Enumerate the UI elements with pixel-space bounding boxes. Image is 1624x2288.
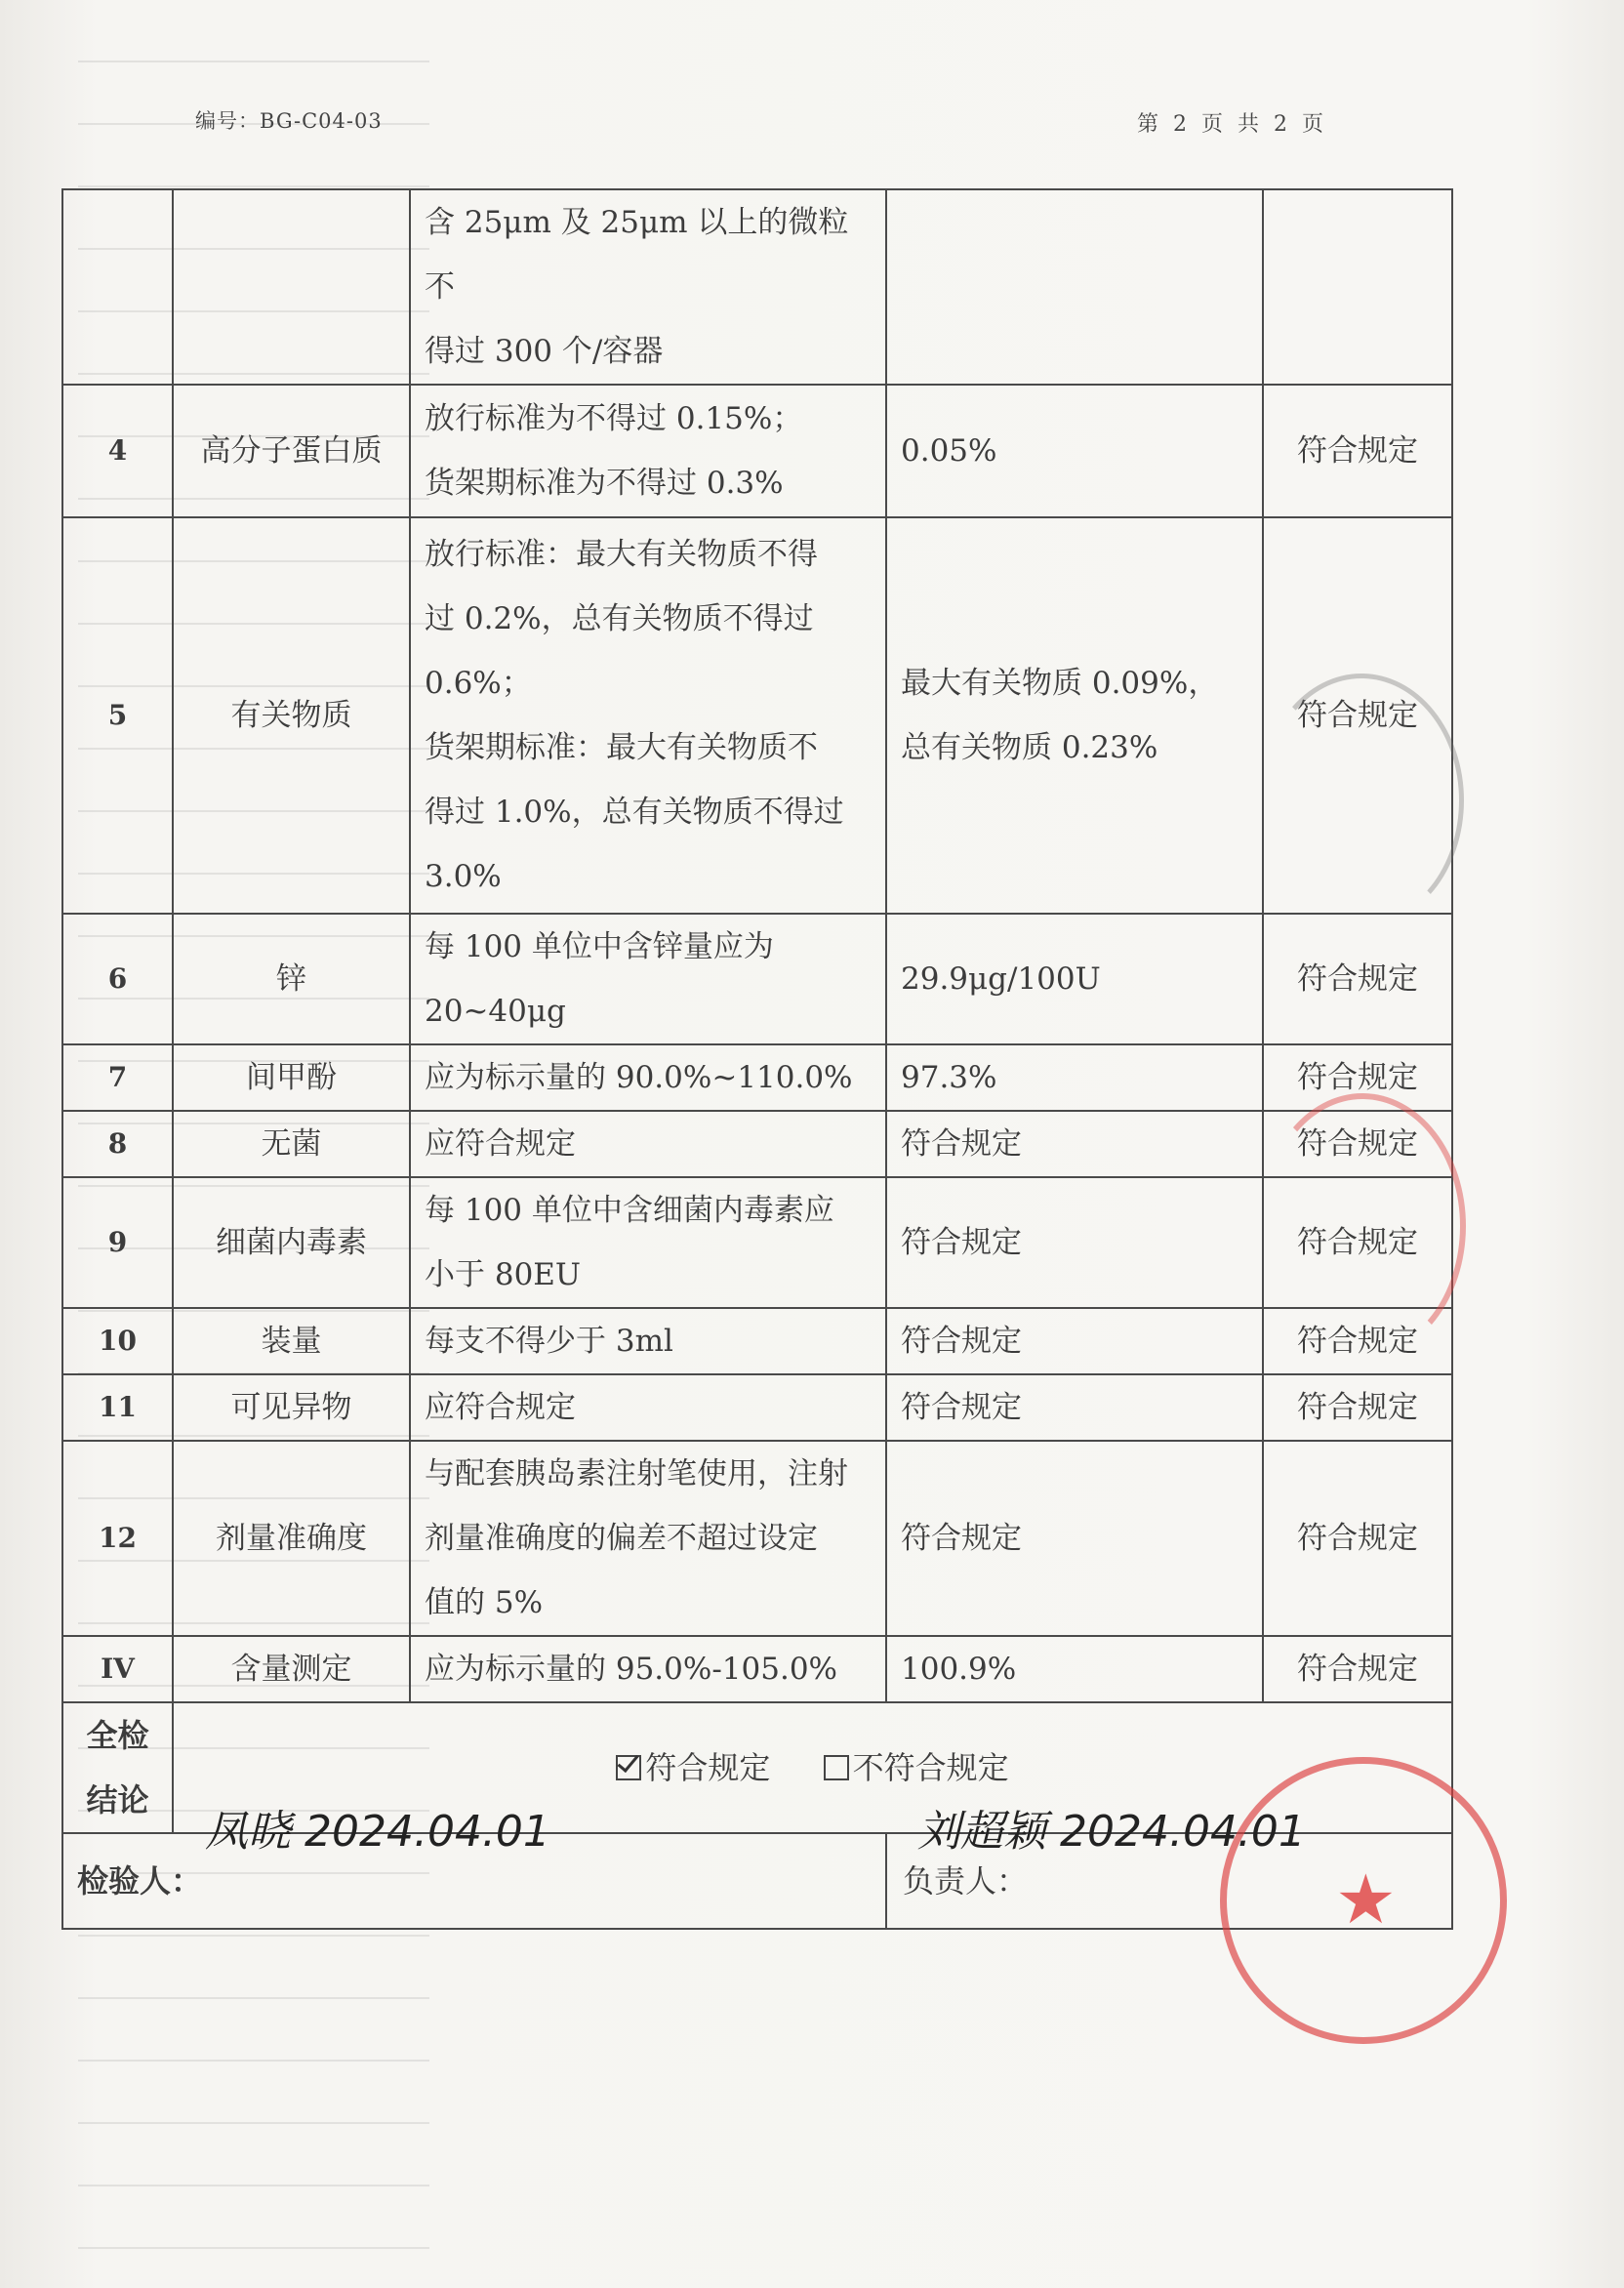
test-item: 锌 — [173, 914, 410, 1044]
conclusion-cell: 符合规定 — [1263, 517, 1452, 914]
row-number: 6 — [62, 914, 173, 1044]
standard-cell: 放行标准为不得过 0.15%； 货架期标准为不得过 0.3% — [410, 385, 886, 517]
standard-cell: 含 25μm 及 25μm 以上的微粒不 得过 300 个/容器 — [410, 189, 886, 385]
partial-stamp-red — [1259, 1093, 1466, 1359]
conclusion-cell: 符合规定 — [1263, 914, 1452, 1044]
row-number: 12 — [62, 1441, 173, 1636]
row-number: 8 — [62, 1111, 173, 1177]
result-cell: 97.3% — [886, 1044, 1263, 1111]
test-item: 含量测定 — [173, 1636, 410, 1702]
standard-cell: 应为标示量的 95.0%-105.0% — [410, 1636, 886, 1702]
inspector-label: 检验人： — [77, 1861, 203, 1900]
conclusion-cell: 符合规定 — [1263, 1636, 1452, 1702]
result-cell: 符合规定 — [886, 1111, 1263, 1177]
conclusion-cell: 符合规定 — [1263, 1441, 1452, 1636]
test-item: 间甲酚 — [173, 1044, 410, 1111]
result-cell: 最大有关物质 0.09%， 总有关物质 0.23% — [886, 517, 1263, 914]
table-row — [62, 1308, 1452, 1374]
row-number — [62, 189, 173, 385]
conclusion-cell: 符合规定 — [1263, 1111, 1452, 1177]
conclusion-cell — [1263, 189, 1452, 385]
test-item: 可见异物 — [173, 1374, 410, 1441]
standard-cell: 每 100 单位中含锌量应为 20~40μg — [410, 914, 886, 1044]
table-row — [62, 914, 1452, 1044]
standard-cell: 每 100 单位中含细菌内毒素应 小于 80EU — [410, 1177, 886, 1308]
standard-cell: 应符合规定 — [410, 1111, 886, 1177]
checkbox-empty-icon[interactable] — [824, 1755, 849, 1780]
table-row — [62, 385, 1452, 517]
result-cell: 符合规定 — [886, 1308, 1263, 1374]
table-row — [62, 189, 1452, 385]
inspection-table — [61, 188, 1453, 1930]
row-number: 7 — [62, 1044, 173, 1111]
result-cell: 0.05% — [886, 385, 1263, 517]
row-number: 9 — [62, 1177, 173, 1308]
result-cell: 100.9% — [886, 1636, 1263, 1702]
conclusion-cell: 符合规定 — [1263, 1177, 1452, 1308]
row-number: IV — [62, 1636, 173, 1702]
result-cell: 29.9μg/100U — [886, 914, 1263, 1044]
table-row — [62, 517, 1452, 914]
checkbox-checked-icon[interactable] — [616, 1755, 641, 1780]
inspector-signature: 凤晓 2024.04.01 — [205, 1807, 550, 1857]
table-row — [62, 1374, 1452, 1441]
test-item: 剂量准确度 — [173, 1441, 410, 1636]
responsible-label: 负责人： — [903, 1861, 1029, 1900]
result-cell — [886, 189, 1263, 385]
row-number: 4 — [62, 385, 173, 517]
standard-cell: 每支不得少于 3ml — [410, 1308, 886, 1374]
test-item: 无菌 — [173, 1111, 410, 1177]
row-number: 11 — [62, 1374, 173, 1441]
standard-cell: 与配套胰岛素注射笔使用，注射 剂量准确度的偏差不超过设定 值的 5% — [410, 1441, 886, 1636]
row-number: 10 — [62, 1308, 173, 1374]
test-item: 装量 — [173, 1308, 410, 1374]
star-icon: ★ — [1335, 1859, 1397, 1940]
table-row — [62, 1441, 1452, 1636]
table-row — [62, 1636, 1452, 1702]
option-pass[interactable]: 符合规定 — [616, 1749, 770, 1786]
test-item: 高分子蛋白质 — [173, 385, 410, 517]
row-number: 5 — [62, 517, 173, 914]
result-cell: 符合规定 — [886, 1177, 1263, 1308]
table-row — [62, 1177, 1452, 1308]
table-row — [62, 1044, 1452, 1111]
faded-stamp-grey — [1259, 674, 1464, 927]
standard-cell: 应符合规定 — [410, 1374, 886, 1441]
doc-number: 编号：BG-C04-03 — [195, 109, 383, 133]
result-cell: 符合规定 — [886, 1374, 1263, 1441]
option-fail[interactable]: 不符合规定 — [824, 1749, 1009, 1786]
standard-cell: 应为标示量的 90.0%~110.0% — [410, 1044, 886, 1111]
conclusion-cell: 符合规定 — [1263, 385, 1452, 517]
test-item: 有关物质 — [173, 517, 410, 914]
test-item: 细菌内毒素 — [173, 1177, 410, 1308]
result-cell: 符合规定 — [886, 1441, 1263, 1636]
conclusion-cell: 符合规定 — [1263, 1044, 1452, 1111]
test-item — [173, 189, 410, 385]
conclusion-cell: 符合规定 — [1263, 1308, 1452, 1374]
page-info: 第 2 页 共 2 页 — [1137, 112, 1327, 137]
conclusion-cell: 符合规定 — [1263, 1374, 1452, 1441]
responsible-signature: 刘超颖 2024.04.01 — [917, 1807, 1306, 1857]
standard-cell: 放行标准：最大有关物质不得 过 0.2%，总有关物质不得过 0.6%； 货架期标准：最大有关物质不 得过 1.0%，总有关物质不得过 3.0% — [410, 517, 886, 914]
conclusion-label: 全检 结论 — [62, 1702, 173, 1833]
table-row — [62, 1111, 1452, 1177]
